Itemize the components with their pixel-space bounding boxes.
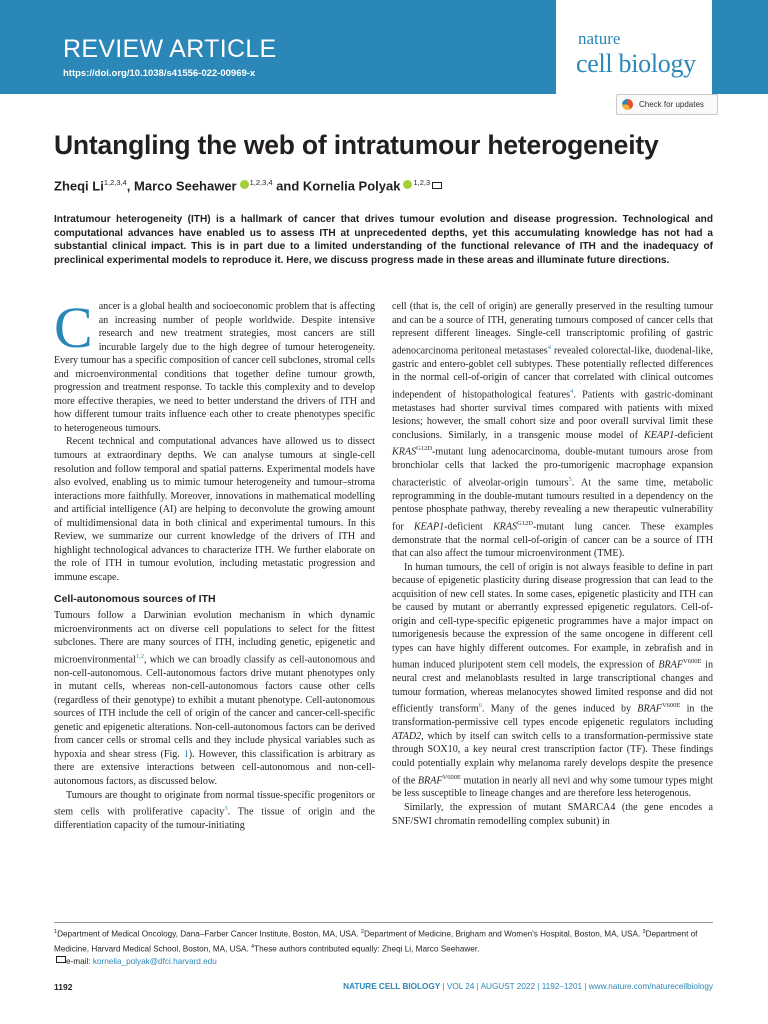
mutation-superscript: V600E — [661, 702, 681, 710]
footer-journal: NATURE CELL BIOLOGY — [343, 982, 441, 991]
paragraph-text: cell (that is, the cell of origin) are generally preserved in the resulting tumour and can be a source of ITH, generating tumours composed of cancer cells that represent different lineages. Single-cell transcriptomic profiling of gastric adenocarcinoma peritoneal metastases — [392, 301, 713, 356]
figure-link[interactable]: 1 — [183, 748, 189, 760]
paragraph-text: -deficient — [444, 521, 493, 532]
affiliation: Department of Medicine, Harvard Medical School, Boston, MA, USA. — [54, 929, 698, 954]
footnote-number: 3 — [642, 929, 646, 935]
affiliation: These authors contributed equally: Zheqi Li, Marco Seehawer. — [254, 944, 480, 954]
paragraph — [54, 295, 375, 435]
paragraph-text: -mutant lung adenocarcinoma, double-mutant tumours arose from bronchiolar cells that lacked the pro-tumorigenic macrophage expansion characteristic of alveolar-origin tumours — [392, 446, 713, 488]
paragraph-text: Tumours are thought to originate from normal tissue-specific progenitors or stem cells with proliferative capacity — [54, 789, 375, 818]
right-column — [392, 300, 713, 828]
email-line — [54, 956, 713, 968]
affiliations-footnote — [54, 926, 713, 969]
email-envelope-icon — [56, 956, 66, 963]
reference-link[interactable]: 4 — [570, 387, 574, 395]
gene-name: KRAS — [492, 521, 518, 532]
paragraph-text: -mutant lung cancer. These examples demonstrate that the normal cell-of-origin of cancer can be a source of ITH that can also affect the tumour microenvironment (TME). — [392, 521, 714, 560]
paragraph-text: in neural crest and melanoblasts resulted in large transcriptional changes and tumour formation, whereas melanocytes showed limited response and did not efficiently transform — [392, 659, 713, 715]
article-type-label: REVIEW ARTICLE — [63, 35, 277, 63]
footer-citation — [343, 982, 713, 991]
author-list — [54, 178, 442, 193]
gene-name: KEAP1 — [413, 521, 445, 532]
reference-link[interactable]: 3 — [224, 805, 228, 813]
paragraph-text: mutation in nearly all nevi and why some tumour types might be less susceptible to lineage changes and are therefore less heterogenous. — [392, 774, 713, 800]
paragraph-text: Tumours follow a Darwinian evolution mechanism in which dynamic microenvironments act on diverse cell populations to select for the fittest subclones. There are many sources of ITH, including genetic, epigenetic and microenvironmental — [54, 610, 375, 666]
paragraph-text: . Many of the genes induced by — [482, 703, 638, 715]
article-title: Untangling the web of intratumour heterogeneity — [54, 130, 659, 160]
paragraph-text: . The tissue of origin and the differentiation capacity of the tumour-initiating — [54, 806, 375, 831]
paragraph — [54, 789, 375, 833]
paragraph-text: , which by itself can switch cells to a transformation-permissive state through SOX10, a key neural crest transcription factor (TF). These findings could potentially explain why melanoma rarely develops despite the presence of the — [392, 730, 713, 786]
mutation-superscript: G12D — [517, 519, 533, 527]
email-label: e-mail: — [66, 957, 93, 967]
author-separator: , — [126, 178, 135, 194]
paragraph — [392, 300, 713, 561]
author-affiliation: 1,2,3 — [413, 178, 431, 187]
author-name: Marco Seehawer — [134, 178, 237, 194]
footnote-number: 2 — [360, 929, 364, 935]
email-envelope-icon[interactable] — [432, 182, 442, 189]
paragraph-text: In human tumours, the cell of origin is not always feasible to define in part because of epigenetic plasticity during disease progression that can lead to the acquisition of new cell states. In some cases, epigenetic plasticity and ITH can be caused by mutant or aberrantly expressed epigenetic regulators. Cell-of-origin and cell-type-specific epigenetic programmes have a major impact on tumorigenesis because the expression of the same oncogene in different cell types can have highly different outcomes. For example, in zebrafish and in human induced pluripotent stem cell models, the expression of — [392, 561, 713, 671]
footer-url[interactable]: www.nature.com/naturecellbiology — [588, 982, 713, 991]
left-column — [54, 295, 375, 833]
journal-logo-name: cell biology — [576, 49, 696, 78]
author-name: Kornelia Polyak — [302, 178, 401, 194]
paragraph — [392, 561, 713, 801]
crossmark-icon — [622, 99, 633, 110]
author-affiliation: 1,2,3,4 — [249, 178, 273, 187]
gene-name: KRAS — [392, 446, 417, 458]
paragraph-text: . Patients with gastric-dominant metastases had shorter survival times compared with patients with mixed lesions; however, the small cohort size and poor overall survival limit these conclusions. Similarly, in a transgenic mouse model of — [392, 389, 713, 441]
doi-link[interactable]: https://doi.org/10.1038/s41556-022-00969-x — [63, 68, 256, 79]
orcid-icon[interactable] — [240, 180, 249, 189]
gene-name: BRAF — [637, 703, 662, 715]
mutation-superscript: V600E — [442, 773, 461, 781]
paragraph: Similarly, the expression of mutant SMARCA4 (the gene encodes a SNF/SWI chromatin remodelling complex subunit) in — [392, 802, 713, 827]
section-heading: Cell-autonomous sources of ITH — [54, 593, 216, 606]
mutation-superscript: G12D — [416, 445, 433, 453]
orcid-icon[interactable] — [403, 180, 412, 189]
gene-name: KEAP1 — [644, 429, 675, 441]
paragraph-text: revealed colorectal-like, duodenal-like, gastric and entero-goblet cell subtypes. These potentially reflected differences in the normal cell-of-origin of cancer that correlated with clinical outcomes independent of histopathological features — [392, 345, 713, 400]
check-updates-label: Check for updates — [639, 100, 704, 109]
footer-details: | VOL 24 | AUGUST 2022 | 1192–1201 | — [440, 982, 589, 991]
email-link[interactable]: kornelia_polyak@dfci.harvard.edu — [92, 957, 217, 967]
paragraph-text: ). However, this classification is arbitrary as there are extensive interactions between cell-autonomous and non-cell-autonomous factors, as discussed below. — [54, 748, 375, 787]
paragraph — [54, 609, 375, 788]
footnote-number: 4 — [251, 944, 255, 951]
check-updates-button[interactable] — [616, 94, 718, 115]
gene-name: BRAF — [417, 774, 443, 786]
author-name: Zheqi Li — [54, 178, 104, 194]
reference-link[interactable]: 6 — [478, 702, 482, 710]
affiliation: Department of Medicine, Brigham and Women's Hospital, Boston, MA, USA. — [363, 929, 643, 939]
reference-link[interactable]: 1,2 — [135, 652, 144, 660]
footnote-divider — [54, 922, 713, 923]
mutation-superscript: V600E — [683, 658, 702, 666]
paragraph-text: -deficient — [674, 429, 713, 441]
reference-link[interactable]: 5 — [568, 475, 572, 483]
journal-logo[interactable] — [556, 0, 712, 94]
author-affiliation: 1,2,3,4 — [103, 178, 127, 187]
journal-logo-nature: nature — [578, 29, 621, 48]
affiliations-text — [54, 926, 713, 956]
drop-cap: C — [54, 295, 93, 360]
reference-link[interactable]: 4 — [547, 343, 551, 351]
author-separator: and — [272, 178, 303, 194]
paragraph-text: . At the same time, metabolic reprogramming in the double-mutant tumours resulted in a dependency on the pentose phosphate pathway, thereby revealing a new therapeutic vulnerability for — [392, 477, 713, 532]
paragraph-text: in the transformation-permissive cell types encode epigenetic regulators including — [392, 703, 713, 729]
affiliation: Department of Medical Oncology, Dana–Farber Cancer Institute, Boston, MA, USA. — [57, 929, 361, 939]
gene-name: BRAF — [658, 659, 684, 671]
gene-name: ATAD2 — [392, 730, 422, 742]
abstract: Intratumour heterogeneity (ITH) is a hallmark of cancer that drives tumour evolution and disease progression. Technological and computational advances have enabled us to assess ITH at unprecedented depths, yet this accumulating knowledge has not had a substantial clinical impact. This is in part due to a limited understanding of the functional relevance of ITH and the inadequacy of preclinical experimental models to reproduce it. Here, we discuss progress made in these areas and illuminate future directions. — [54, 214, 713, 266]
paragraph-text: ancer is a global health and socioeconomic problem that is affecting an increasing number of people worldwide. Despite intensive research and new treatment strategies, most cancers are still incurable largely due to the high degree of tumour heterogeneity. Every tumour has a specific composition of cancer cell subclones, stromal cells and microenvironmental conditions that together define tumour growth, progression and treatment response. To tackle this complexity and to develop more effective therapies, we need to better understand the drivers of ITH and how different tumour traits influence each other to create phenotypes specific to heterogeneous tumours. — [54, 301, 375, 434]
page-number: 1192 — [54, 982, 73, 992]
paragraph-text: , which we can broadly classify as cell-autonomous and non-cell-autonomous. Cell-autonomous factors drive mutant phenotypes only in mutant cells, whereas non-cell-autonomous factors cause other cells (regardless of their genotype) to exhibit a mutant phenotype. Cell-autonomous sources of ITH include the cell of origin of the cancer and cancer-cell-specific genetic and epigenetic alterations. Non-cell-autonomous factors can be derived from cancer cells or stromal cells and they include physical variables such as hypoxia and shear stress (Fig. — [54, 654, 375, 760]
footnote-number: 1 — [54, 929, 58, 935]
paragraph: Recent technical and computational advances have allowed us to dissect tumours at extraordinary depths. We can analyse tumours at single-cell resolution and follow temporal and spatial patterns. Experimental models have also evolved, enabling us to mimic tumour heterogeneity and tumour–stroma interactions more faithfully. Moreover, innovations in mathematical modelling and artificial intelligence (AI) are helping to deconvolute the growing amount of multidimensional data in both clinical and experimental tumours. In this Review, we summarize our current knowledge of the drivers of ITH and highlight technological advances to characterize ITH. We further elaborate on the role of ITH in tumour evolution, including metastatic progression and immune escape. — [54, 436, 375, 583]
